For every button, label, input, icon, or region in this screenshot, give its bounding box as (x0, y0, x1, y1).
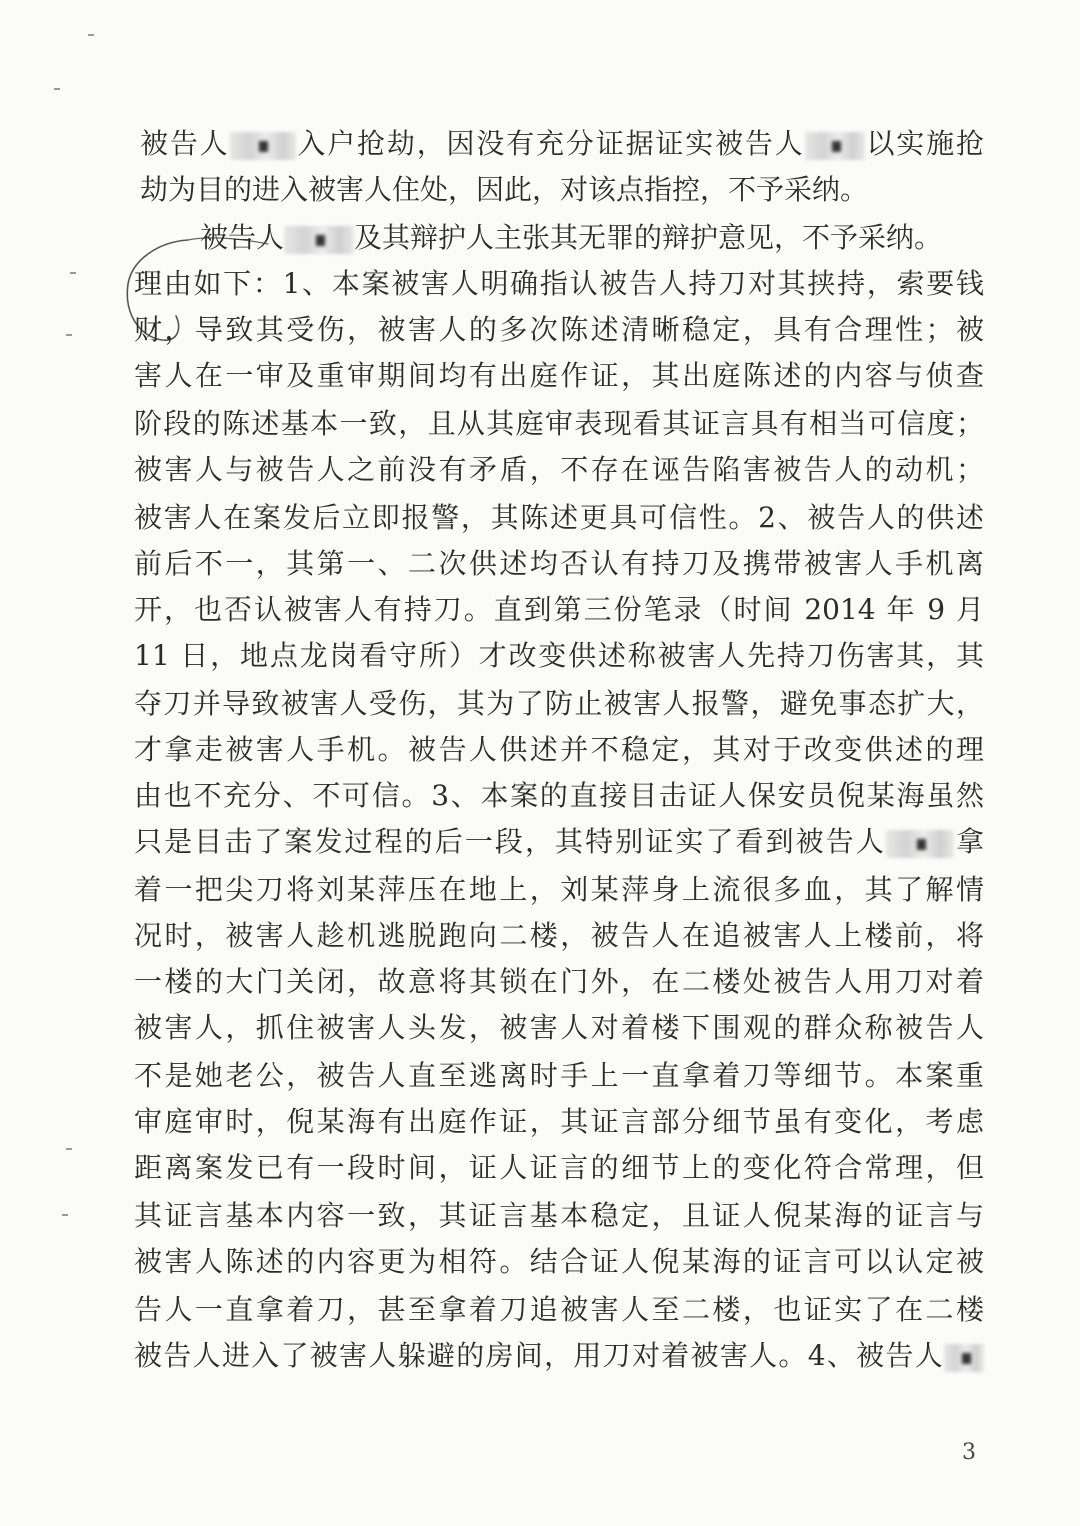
text-segment: 开，也否认被害人有持刀。直到第三份笔录（时间 2014 年 9 月 (134, 593, 984, 626)
text-line (134, 356, 984, 396)
text-line (200, 218, 984, 258)
scan-speck (70, 272, 76, 274)
text-segment: 理由如下：1、本案被害人明确指认被告人持刀对其挟持，索要钱 (134, 267, 984, 300)
text-line (134, 544, 984, 584)
text-segment: 被告人 (140, 127, 230, 160)
scan-speck (66, 334, 72, 336)
page-number: 3 (962, 1440, 976, 1465)
text-line (134, 1336, 984, 1376)
text-line (134, 1242, 984, 1282)
text-segment: 以实施抢 (864, 127, 984, 160)
text-segment: 害人在一审及重审期间均有出庭作证，其出庭陈述的内容与侦查 (134, 359, 984, 392)
text-line (140, 124, 984, 164)
text-segment: 才拿走被害人手机。被告人供述并不稳定，其对于改变供述的理 (134, 733, 984, 766)
text-segment: 其证言基本内容一致，其证言基本稳定，且证人倪某海的证言与 (134, 1199, 984, 1232)
text-line (134, 1056, 984, 1096)
text-line (134, 404, 984, 444)
text-line (134, 730, 984, 770)
text-segment: 一楼的大门关闭，故意将其锁在门外，在二楼处被告人用刀对着 (134, 965, 984, 998)
text-line (134, 684, 984, 724)
text-segment: 夺刀并导致被害人受伤，其为了防止被害人报警，避免事态扩大， (134, 687, 984, 720)
text-segment: 被害人陈述的内容更为相符。结合证人倪某海的证言可以认定被 (134, 1245, 984, 1278)
text-segment: 由也不充分、不可信。3、本案的直接目击证人保安员倪某海虽然 (134, 779, 984, 812)
text-segment: 入户抢劫，因没有充分证据证实被告人 (295, 127, 805, 160)
text-segment: 着一把尖刀将刘某萍压在地上，刘某萍身上流很多血，其了解情 (134, 873, 984, 906)
text-segment: 阶段的陈述基本一致，且从其庭审表现看其证言具有相当可信度； (134, 407, 984, 440)
text-line (140, 170, 984, 210)
text-line (134, 870, 984, 910)
text-segment: 审庭审时，倪某海有出庭作证，其证言部分细节虽有变化，考虑 (134, 1105, 984, 1138)
text-segment: 劫为目的进入被害人住处，因此，对该点指控，不予采纳。 (140, 173, 869, 206)
scan-speck (88, 34, 94, 36)
redacted-name (230, 132, 296, 160)
scan-speck (62, 1214, 68, 1216)
text-line (134, 1008, 984, 1048)
scan-speck (66, 1148, 72, 1150)
text-line (134, 1290, 984, 1330)
redacted-name (805, 132, 865, 160)
text-line (134, 590, 984, 630)
text-line (134, 450, 984, 490)
text-segment: 不是她老公，被告人直至逃离时手上一直拿着刀等细节。本案重 (134, 1059, 984, 1092)
text-segment: 拿 (953, 825, 984, 858)
text-line (134, 1148, 984, 1188)
text-line (134, 264, 984, 304)
text-segment: 被害人在案发后立即报警，其陈述更具可信性。2、被告人的供述 (134, 501, 984, 534)
text-line (134, 498, 984, 538)
redacted-name (944, 1344, 984, 1372)
text-segment: 被害人与被告人之前没有矛盾，不存在诬告陷害被告人的动机； (134, 453, 984, 486)
text-line (134, 916, 984, 956)
text-line (134, 1102, 984, 1142)
scan-speck (54, 88, 60, 90)
text-segment: 况时，被害人趁机逃脱跑向二楼，被告人在追被害人上楼前，将 (134, 919, 984, 952)
text-segment: 11 日，地点龙岗看守所）才改变供述称被害人先持刀伤害其，其 (134, 639, 984, 672)
text-line (134, 776, 984, 816)
text-line (134, 310, 984, 350)
redacted-name (886, 830, 954, 858)
text-segment: 及其辩护人主张其无罪的辩护意见，不予采纳。 (354, 221, 943, 254)
redacted-name (284, 226, 354, 254)
text-segment: 财，导致其受伤，被害人的多次陈述清晰稳定，具有合理性；被 (134, 313, 984, 346)
text-line (134, 1196, 984, 1236)
text-segment: 告人一直拿着刀，甚至拿着刀追被害人至二楼，也证实了在二楼 (134, 1293, 984, 1326)
text-segment: 被害人，抓住被害人头发，被害人对着楼下围观的群众称被告人 (134, 1011, 984, 1044)
text-segment: 前后不一，其第一、二次供述均否认有持刀及携带被害人手机离 (134, 547, 984, 580)
text-line (134, 636, 984, 676)
text-line (134, 822, 984, 862)
text-segment: 被告人 (200, 221, 285, 254)
text-segment: 被告人进入了被害人躲避的房间，用刀对着被害人。4、被告人 (134, 1339, 944, 1372)
text-segment: 距离案发已有一段时间，证人证言的细节上的变化符合常理，但 (134, 1151, 984, 1184)
text-line (134, 962, 984, 1002)
text-segment: 只是目击了案发过程的后一段，其特别证实了看到被告人 (134, 825, 886, 858)
